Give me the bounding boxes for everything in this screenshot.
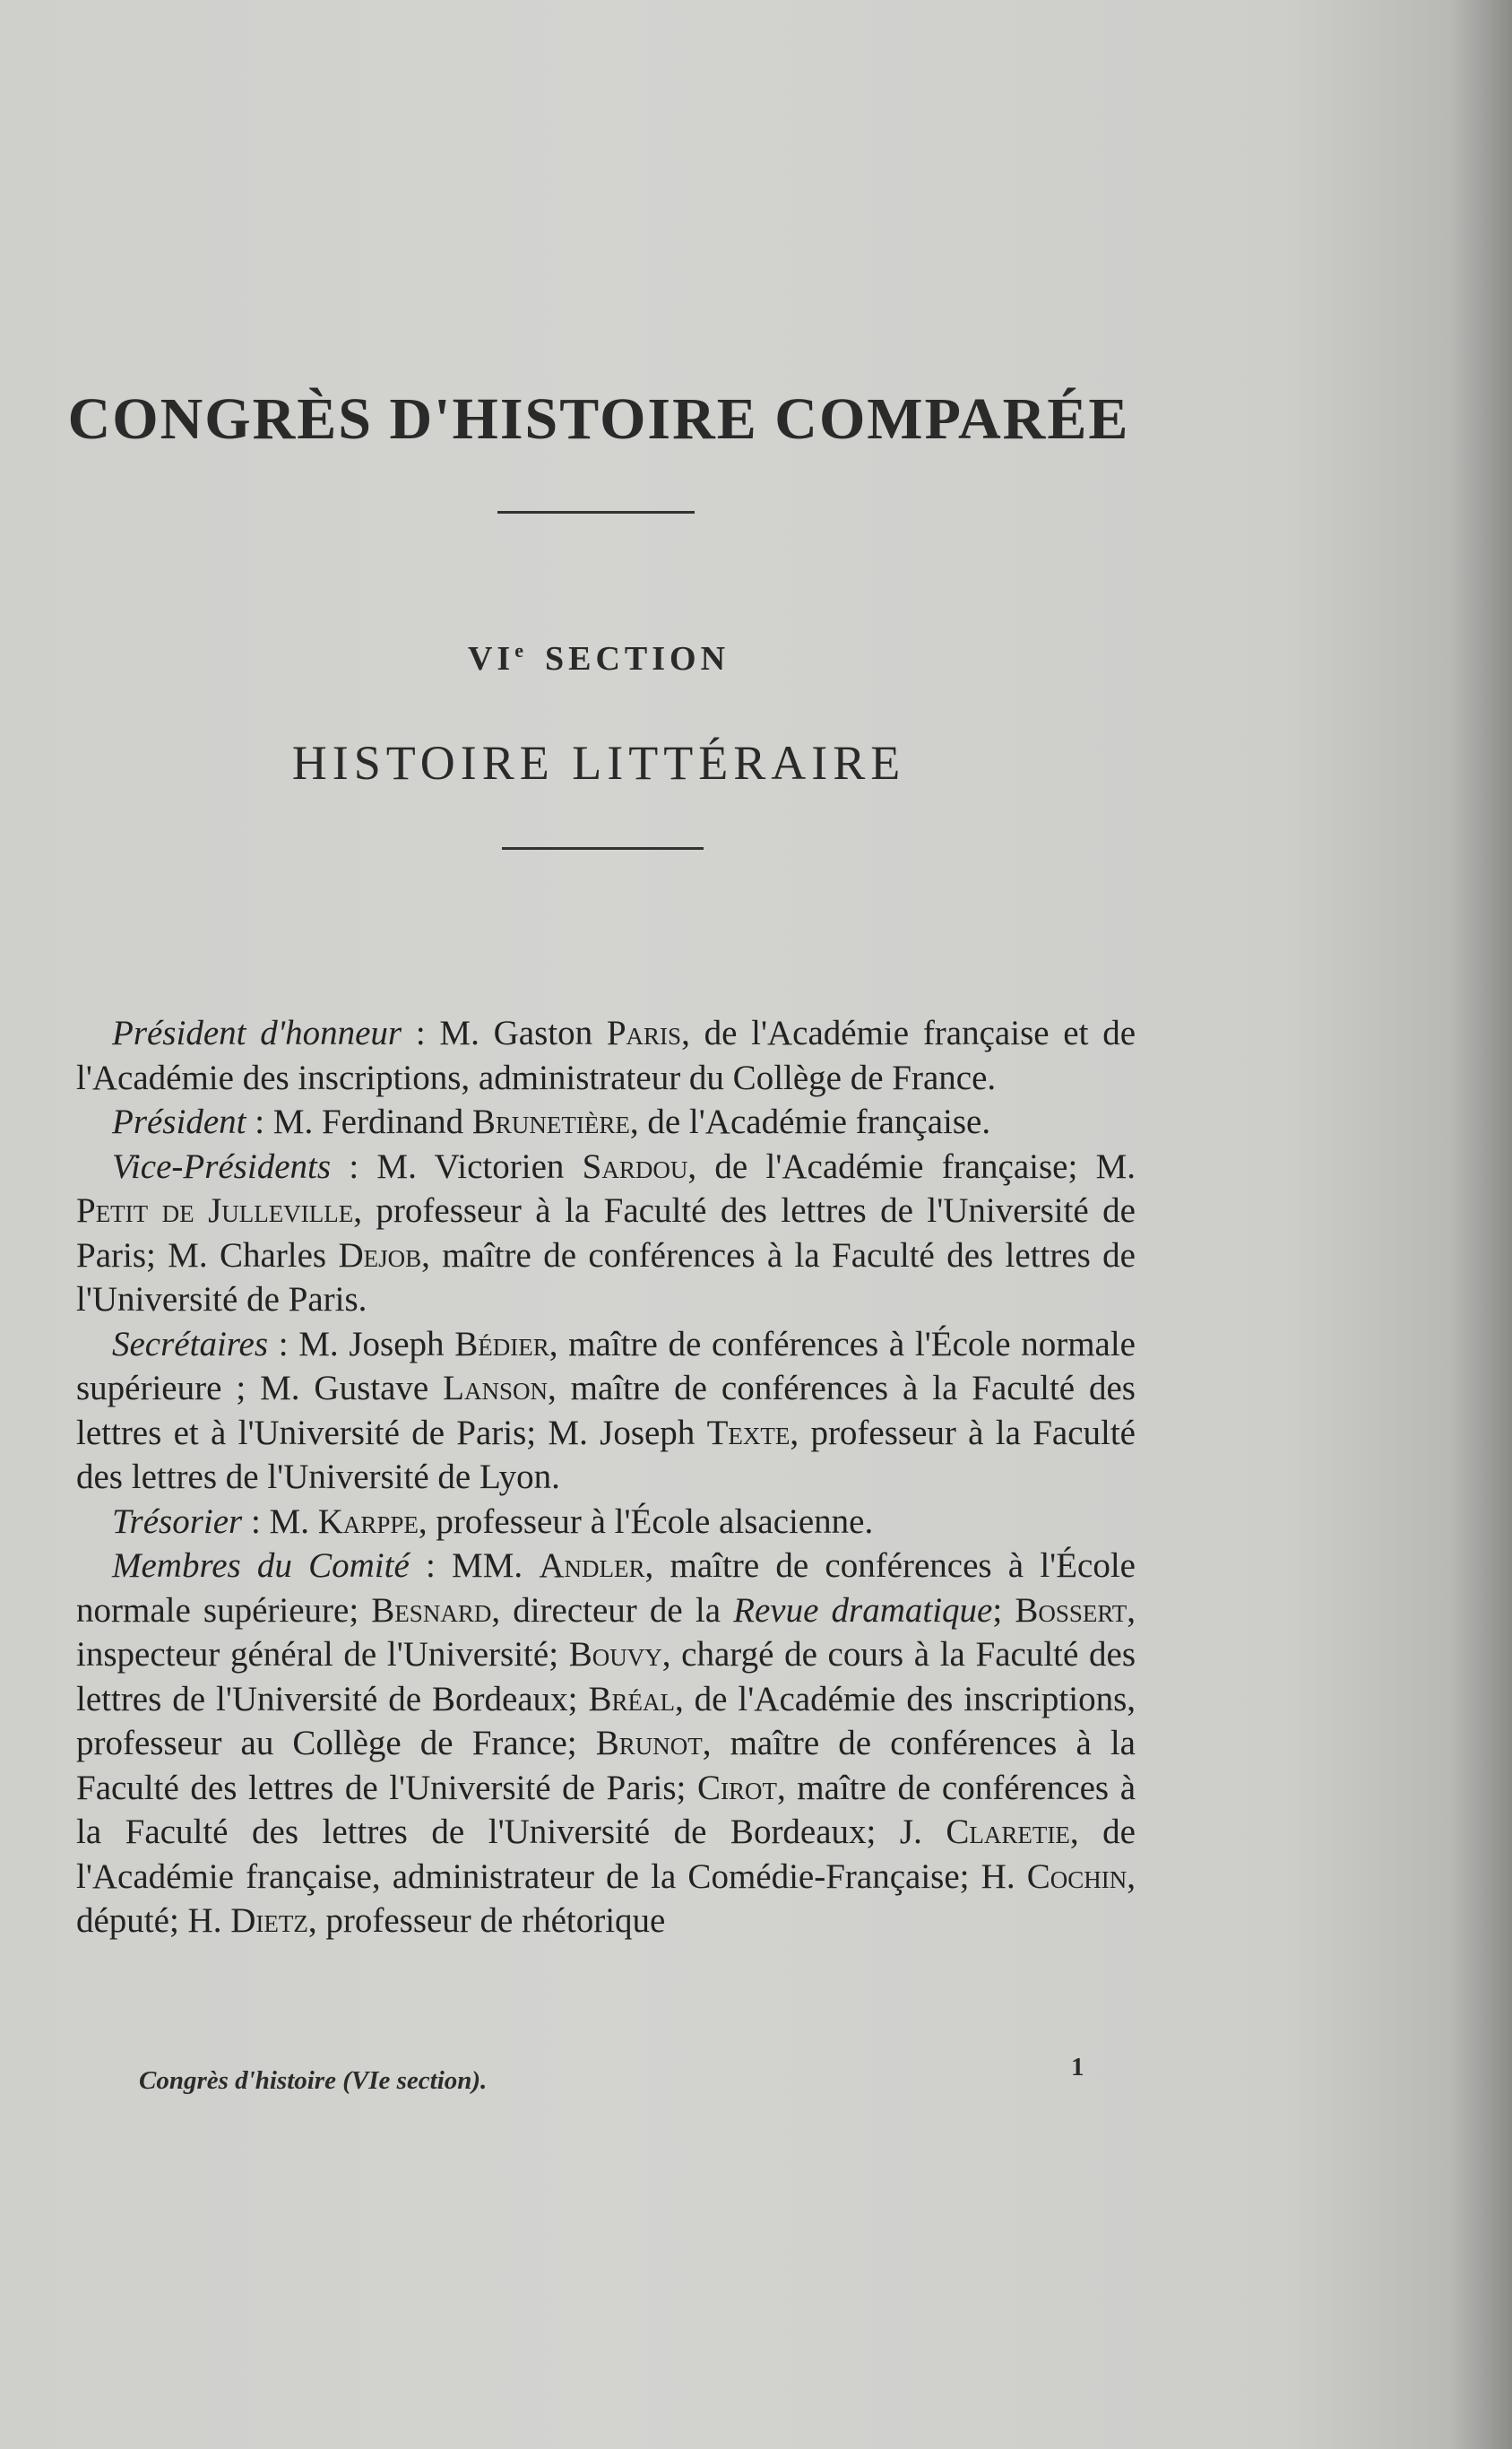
text-run: , de l'Académie française. [629, 1103, 991, 1141]
person-name: Karppe [317, 1501, 419, 1541]
committee-paragraph [76, 1100, 1136, 1145]
person-name: Sardou [582, 1147, 688, 1186]
text-run: , inspecteur général de l'Université; [76, 1590, 1136, 1674]
text-run: : M. Victorien [331, 1147, 583, 1186]
person-name: Dejob [338, 1235, 422, 1275]
italic-run: Vice-Présidents [112, 1147, 332, 1186]
person-name: Andler [539, 1546, 645, 1585]
text-run: : M. Gaston [402, 1014, 607, 1052]
page-number: 1 [1071, 2053, 1084, 2081]
text-run: : M. Ferdinand [246, 1103, 472, 1141]
section-heading [0, 639, 1197, 679]
person-name: Brunot [595, 1724, 703, 1762]
person-name: Paris [606, 1014, 682, 1052]
page-edge-shadow [1449, 0, 1512, 2449]
committee-list [76, 1011, 1136, 1943]
italic-run: Président d'honneur [112, 1014, 402, 1052]
italic-run: Trésorier [112, 1501, 243, 1541]
section-divider [502, 847, 704, 850]
text-run: , maître de conférences à la Faculté des lettres de l'Université de Paris. [76, 1235, 1136, 1319]
section-label: SECTION [544, 640, 730, 678]
person-name: Lanson [443, 1369, 548, 1407]
person-name: Bossert [1015, 1590, 1128, 1630]
committee-paragraph [76, 1011, 1136, 1100]
committee-paragraph [76, 1322, 1136, 1500]
text-run: , maître de conférences à la Faculté des lettres et à l'Université de Paris; M. Joseph [76, 1369, 1136, 1452]
person-name: Brunetière [471, 1103, 630, 1141]
text-run: : M. Joseph [268, 1324, 455, 1363]
person-name: Bréal [588, 1679, 675, 1718]
person-name: Petit de Julleville [76, 1191, 354, 1230]
text-run: , maître de conférences à l'École normale supérieure ; M. Gustave [76, 1324, 1136, 1407]
text-run: , député; H. [76, 1856, 1136, 1940]
text-run: , professeur à la Faculté des lettres de l'Université de Paris; M. Charles [76, 1191, 1136, 1275]
text-run: , chargé de cours à la Faculté des lettres de l'Université de Bordeaux; [76, 1635, 1136, 1718]
text-run: , maître de conférences à l'École normale supérieure; [76, 1546, 1136, 1630]
text-run: , de l'Académie des inscriptions, professeur au Collège de France; [76, 1679, 1136, 1762]
text-run: , de l'Académie française; M. [687, 1147, 1136, 1186]
italic-run: Secrétaires [112, 1324, 268, 1363]
page-title: CONGRÈS D'HISTOIRE COMPARÉE [67, 386, 1130, 452]
text-run: , de l'Académie française, administrateur de la Comédie-Française; H. [76, 1813, 1136, 1896]
italic-run: Président [112, 1103, 246, 1141]
committee-paragraph [76, 1145, 1136, 1322]
text-run: : MM. [409, 1546, 540, 1585]
text-run: , maître de conférences à la Faculté des lettres de l'Université de Paris; [76, 1724, 1136, 1807]
text-run: , professeur de rhétorique [307, 1901, 666, 1940]
committee-paragraph [76, 1544, 1136, 1943]
title-divider [497, 511, 695, 514]
text-run: , directeur de la [491, 1590, 734, 1630]
person-name: Cochin [1026, 1856, 1128, 1896]
italic-run: Membres du Comité [112, 1546, 410, 1585]
person-name: Texte [706, 1413, 791, 1452]
section-title: HISTOIRE LITTÉRAIRE [291, 736, 906, 790]
section-number-superscript: e [514, 639, 523, 662]
committee-paragraph [76, 1500, 1136, 1545]
running-footer: Congrès d'histoire (VIe section). [139, 2066, 488, 2095]
person-name: Claretie [946, 1813, 1070, 1851]
person-name: Bédier [454, 1324, 549, 1363]
person-name: Cirot [696, 1768, 777, 1807]
person-name: Besnard [371, 1590, 492, 1630]
italic-run: Revue dramatique [733, 1590, 993, 1630]
text-run: , professeur à l'École alsacienne. [418, 1501, 874, 1541]
section-number: VI [467, 640, 515, 678]
text-run: , professeur à la Faculté des lettres de l'Université de Lyon. [76, 1413, 1136, 1496]
person-name: Dietz [230, 1901, 308, 1940]
text-run: : M. [242, 1501, 318, 1541]
text-run: , maître de conférences à la Faculté des lettres de l'Université de Bordeaux; J. [76, 1768, 1136, 1851]
text-run: , de l'Académie française et de l'Académie des inscriptions, administrateur du Collège de France. [76, 1014, 1136, 1097]
person-name: Bouvy [568, 1635, 662, 1674]
text-run: ; [992, 1590, 1015, 1630]
